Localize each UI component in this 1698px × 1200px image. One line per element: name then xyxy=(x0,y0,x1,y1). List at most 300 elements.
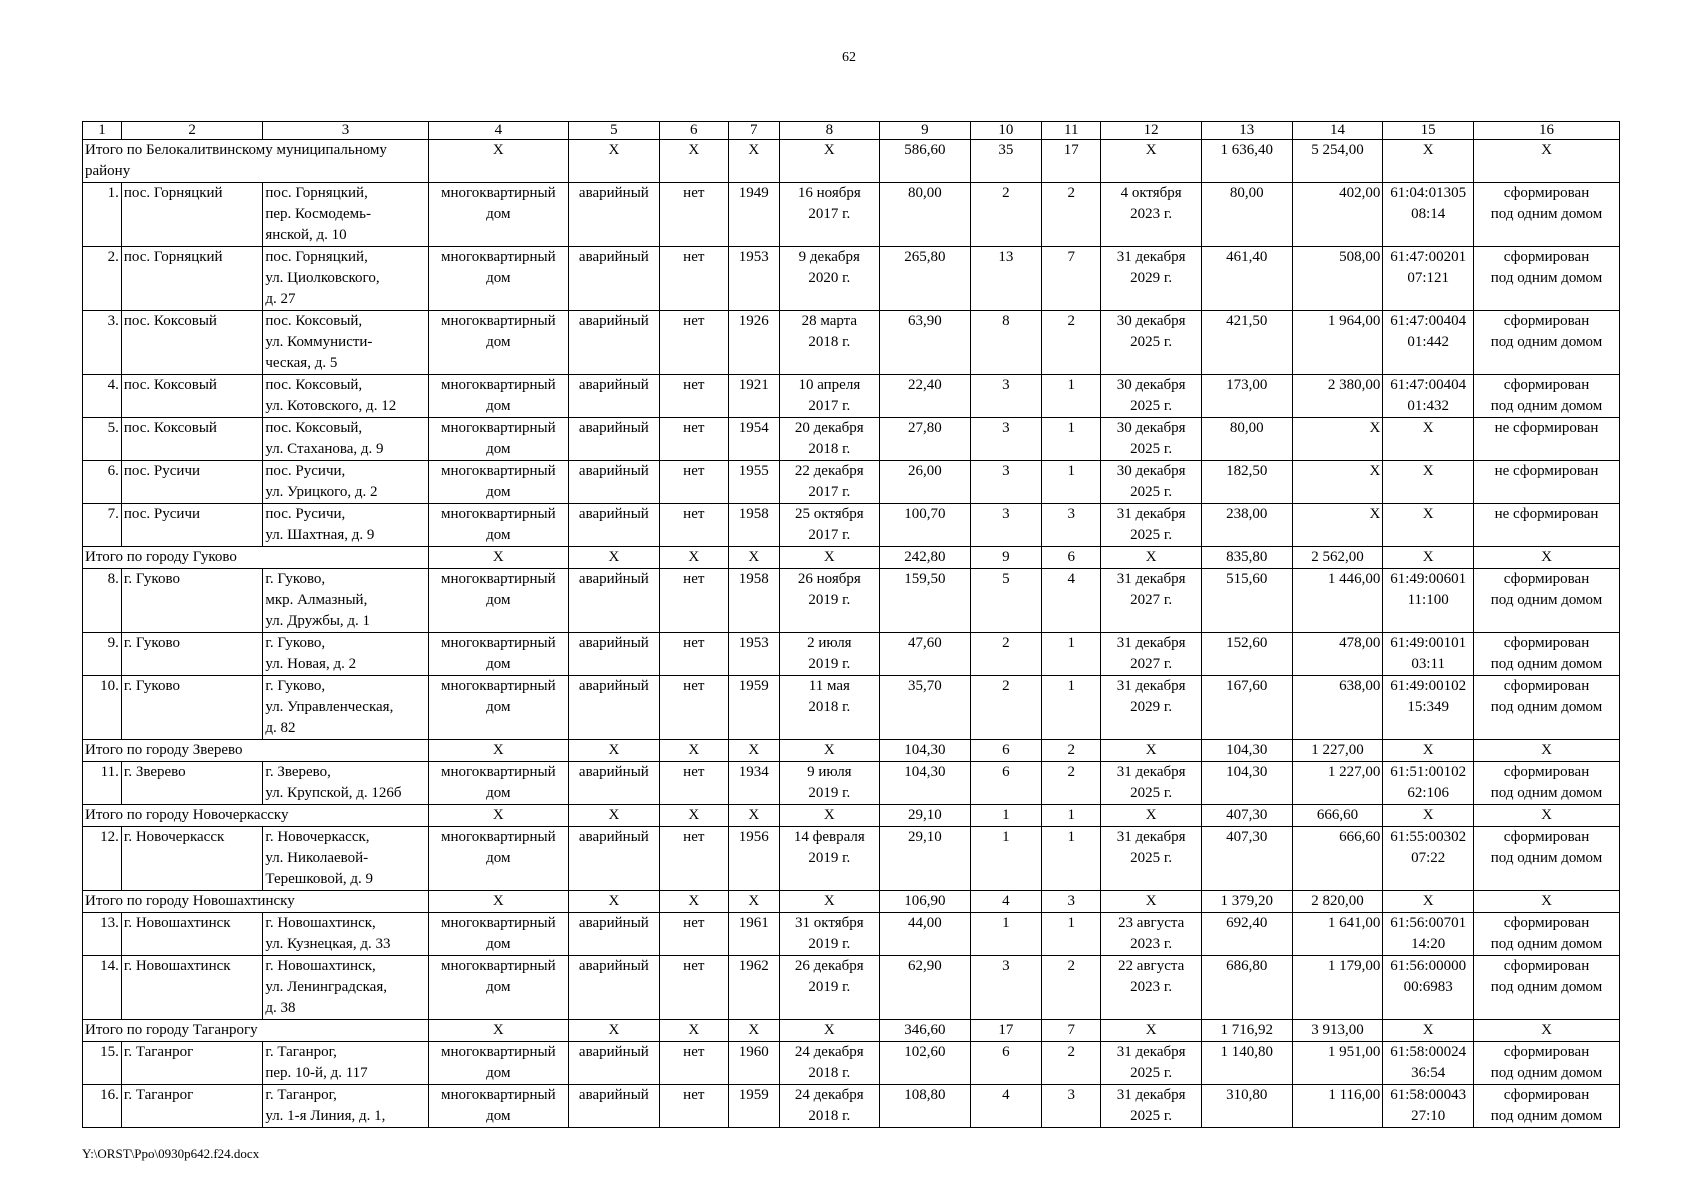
col10-cell: 4 xyxy=(970,1085,1041,1128)
group-total-cell: 346,60 xyxy=(880,1020,971,1042)
col13-cell: 407,30 xyxy=(1201,827,1292,891)
row-number: 14. xyxy=(83,956,122,1020)
group-total-cell: 1 379,20 xyxy=(1201,891,1292,913)
group-total-cell: X xyxy=(428,1020,568,1042)
deadline-cell: 31 декабря 2025 г. xyxy=(1101,827,1201,891)
column-number-cell: 14 xyxy=(1292,122,1383,140)
cadastral-number-cell: 61:47:00404 01:442 xyxy=(1383,311,1474,375)
col6-cell: нет xyxy=(659,956,728,1020)
year-cell: 1961 xyxy=(728,913,779,956)
deadline-cell: 23 августа 2023 г. xyxy=(1101,913,1201,956)
group-total-cell: X xyxy=(728,140,779,183)
settlement-cell: пос. Русичи xyxy=(121,504,262,547)
group-total-cell: X xyxy=(1474,891,1620,913)
file-path-footer: Y:\ORST\Ppo\0930p642.f24.docx xyxy=(82,1146,260,1161)
column-number-cell: 4 xyxy=(428,122,568,140)
deadline-cell: 30 декабря 2025 г. xyxy=(1101,311,1201,375)
col14-cell: 1 446,00 xyxy=(1292,569,1383,633)
building-type-cell: многоквартирный дом xyxy=(428,1042,568,1085)
group-total-cell: X xyxy=(779,140,879,183)
land-plot-status-cell: сформирован под одним домом xyxy=(1474,913,1620,956)
table-row xyxy=(83,1085,1620,1128)
status-cell: аварийный xyxy=(569,956,660,1020)
group-total-cell: X xyxy=(1101,1020,1201,1042)
status-cell: аварийный xyxy=(569,375,660,418)
col13-cell: 80,00 xyxy=(1201,418,1292,461)
address-cell: г. Таганрог, ул. 1-я Линия, д. 1, xyxy=(263,1085,428,1128)
cadastral-number-cell: X xyxy=(1383,461,1474,504)
building-type-cell: многоквартирный дом xyxy=(428,956,568,1020)
building-type-cell: многоквартирный дом xyxy=(428,504,568,547)
building-type-cell: многоквартирный дом xyxy=(428,461,568,504)
recognition-date-cell: 22 декабря 2017 г. xyxy=(779,461,879,504)
col13-cell: 686,80 xyxy=(1201,956,1292,1020)
col13-cell: 310,80 xyxy=(1201,1085,1292,1128)
table-row xyxy=(83,913,1620,956)
col10-cell: 5 xyxy=(970,569,1041,633)
col11-cell: 1 xyxy=(1042,676,1101,740)
cadastral-number-cell: 61:47:00201 07:121 xyxy=(1383,247,1474,311)
group-total-cell: 3 xyxy=(1042,891,1101,913)
col13-cell: 515,60 xyxy=(1201,569,1292,633)
settlement-cell: пос. Коксовый xyxy=(121,311,262,375)
col10-cell: 13 xyxy=(970,247,1041,311)
col10-cell: 2 xyxy=(970,676,1041,740)
row-number: 5. xyxy=(83,418,122,461)
row-number: 15. xyxy=(83,1042,122,1085)
col13-cell: 421,50 xyxy=(1201,311,1292,375)
group-total-cell: 104,30 xyxy=(1201,740,1292,762)
group-total-cell: 35 xyxy=(970,140,1041,183)
group-total-cell: 29,10 xyxy=(880,805,971,827)
group-total-cell: X xyxy=(1383,740,1474,762)
col10-cell: 2 xyxy=(970,633,1041,676)
year-cell: 1921 xyxy=(728,375,779,418)
address-cell: г. Гуково, ул. Управленческая, д. 82 xyxy=(263,676,428,740)
group-total-cell: X xyxy=(1383,140,1474,183)
land-plot-status-cell: сформирован под одним домом xyxy=(1474,1042,1620,1085)
status-cell: аварийный xyxy=(569,569,660,633)
cadastral-number-cell: 61:49:00101 03:11 xyxy=(1383,633,1474,676)
deadline-cell: 31 декабря 2027 г. xyxy=(1101,633,1201,676)
group-total-cell: X xyxy=(659,740,728,762)
deadline-cell: 4 октября 2023 г. xyxy=(1101,183,1201,247)
table-row xyxy=(83,311,1620,375)
table-row xyxy=(83,1042,1620,1085)
deadline-cell: 30 декабря 2025 г. xyxy=(1101,375,1201,418)
group-total-label: Итого по городу Таганрогу xyxy=(83,1020,429,1042)
column-number-cell: 8 xyxy=(779,122,879,140)
address-cell: пос. Коксовый, ул. Котовского, д. 12 xyxy=(263,375,428,418)
group-total-cell: X xyxy=(659,805,728,827)
status-cell: аварийный xyxy=(569,827,660,891)
group-total-cell: X xyxy=(659,1020,728,1042)
col10-cell: 3 xyxy=(970,504,1041,547)
address-cell: г. Зверево, ул. Крупской, д. 126б xyxy=(263,762,428,805)
settlement-cell: г. Гуково xyxy=(121,633,262,676)
table-row xyxy=(83,569,1620,633)
col14-cell: 1 951,00 xyxy=(1292,1042,1383,1085)
group-total-cell: 1 716,92 xyxy=(1201,1020,1292,1042)
group-total-cell: 6 xyxy=(1042,547,1101,569)
settlement-cell: г. Зверево xyxy=(121,762,262,805)
table-row xyxy=(83,504,1620,547)
group-total-cell: X xyxy=(659,547,728,569)
deadline-cell: 31 декабря 2029 г. xyxy=(1101,247,1201,311)
address-cell: г. Гуково, мкр. Алмазный, ул. Дружбы, д. 1 xyxy=(263,569,428,633)
group-total-cell: X xyxy=(1474,140,1620,183)
column-number-cell: 3 xyxy=(263,122,428,140)
column-number-cell: 15 xyxy=(1383,122,1474,140)
col6-cell: нет xyxy=(659,633,728,676)
cadastral-number-cell: X xyxy=(1383,418,1474,461)
address-cell: пос. Горняцкий, ул. Циолковского, д. 27 xyxy=(263,247,428,311)
col14-cell: 2 380,00 xyxy=(1292,375,1383,418)
year-cell: 1956 xyxy=(728,827,779,891)
group-total-cell: X xyxy=(428,547,568,569)
col14-cell: 508,00 xyxy=(1292,247,1383,311)
building-type-cell: многоквартирный дом xyxy=(428,183,568,247)
deadline-cell: 31 декабря 2029 г. xyxy=(1101,676,1201,740)
group-total-cell: 7 xyxy=(1042,1020,1101,1042)
group-total-cell: 835,80 xyxy=(1201,547,1292,569)
col6-cell: нет xyxy=(659,247,728,311)
area-cell: 80,00 xyxy=(880,183,971,247)
col14-cell: X xyxy=(1292,461,1383,504)
group-total-cell: X xyxy=(728,805,779,827)
col6-cell: нет xyxy=(659,504,728,547)
area-cell: 47,60 xyxy=(880,633,971,676)
year-cell: 1953 xyxy=(728,633,779,676)
col14-cell: 1 227,00 xyxy=(1292,762,1383,805)
col6-cell: нет xyxy=(659,569,728,633)
land-plot-status-cell: сформирован под одним домом xyxy=(1474,1085,1620,1128)
year-cell: 1955 xyxy=(728,461,779,504)
settlement-cell: пос. Русичи xyxy=(121,461,262,504)
deadline-cell: 22 августа 2023 г. xyxy=(1101,956,1201,1020)
row-number: 9. xyxy=(83,633,122,676)
settlement-cell: г. Новошахтинск xyxy=(121,956,262,1020)
status-cell: аварийный xyxy=(569,311,660,375)
col13-cell: 692,40 xyxy=(1201,913,1292,956)
group-total-cell: 5 254,00 xyxy=(1292,140,1383,183)
land-plot-status-cell: сформирован под одним домом xyxy=(1474,569,1620,633)
column-number-cell: 13 xyxy=(1201,122,1292,140)
area-cell: 108,80 xyxy=(880,1085,971,1128)
col11-cell: 3 xyxy=(1042,504,1101,547)
page-number: 62 xyxy=(842,50,856,65)
col11-cell: 2 xyxy=(1042,762,1101,805)
row-number: 3. xyxy=(83,311,122,375)
group-total-cell: X xyxy=(779,740,879,762)
group-total-cell: X xyxy=(1383,1020,1474,1042)
col6-cell: нет xyxy=(659,418,728,461)
address-cell: г. Таганрог, пер. 10-й, д. 117 xyxy=(263,1042,428,1085)
col14-cell: 402,00 xyxy=(1292,183,1383,247)
address-cell: пос. Коксовый, ул. Стаханова, д. 9 xyxy=(263,418,428,461)
recognition-date-cell: 25 октября 2017 г. xyxy=(779,504,879,547)
col14-cell: X xyxy=(1292,504,1383,547)
status-cell: аварийный xyxy=(569,247,660,311)
group-total-row xyxy=(83,140,1620,183)
group-total-cell: X xyxy=(1474,740,1620,762)
address-cell: г. Новочеркасск, ул. Николаевой- Терешковой, д. 9 xyxy=(263,827,428,891)
recognition-date-cell: 10 апреля 2017 г. xyxy=(779,375,879,418)
recognition-date-cell: 26 ноября 2019 г. xyxy=(779,569,879,633)
group-total-row xyxy=(83,1020,1620,1042)
year-cell: 1953 xyxy=(728,247,779,311)
group-total-cell: X xyxy=(728,891,779,913)
row-number: 12. xyxy=(83,827,122,891)
cadastral-number-cell: 61:56:00701 14:20 xyxy=(1383,913,1474,956)
recognition-date-cell: 2 июля 2019 г. xyxy=(779,633,879,676)
col13-cell: 461,40 xyxy=(1201,247,1292,311)
group-total-cell: 1 xyxy=(970,805,1041,827)
settlement-cell: пос. Коксовый xyxy=(121,375,262,418)
group-total-cell: 242,80 xyxy=(880,547,971,569)
address-cell: пос. Коксовый, ул. Коммунисти- ческая, д. 5 xyxy=(263,311,428,375)
settlement-cell: г. Таганрог xyxy=(121,1042,262,1085)
group-total-row xyxy=(83,891,1620,913)
year-cell: 1934 xyxy=(728,762,779,805)
group-total-cell: 2 xyxy=(1042,740,1101,762)
group-total-cell: X xyxy=(659,891,728,913)
group-total-cell: 1 636,40 xyxy=(1201,140,1292,183)
area-cell: 44,00 xyxy=(880,913,971,956)
deadline-cell: 31 декабря 2025 г. xyxy=(1101,504,1201,547)
status-cell: аварийный xyxy=(569,762,660,805)
col6-cell: нет xyxy=(659,913,728,956)
column-number-cell: 1 xyxy=(83,122,122,140)
group-total-label: Итого по городу Зверево xyxy=(83,740,429,762)
col11-cell: 1 xyxy=(1042,913,1101,956)
building-type-cell: многоквартирный дом xyxy=(428,913,568,956)
col6-cell: нет xyxy=(659,827,728,891)
cadastral-number-cell: 61:49:00102 15:349 xyxy=(1383,676,1474,740)
group-total-cell: 586,60 xyxy=(880,140,971,183)
row-number: 6. xyxy=(83,461,122,504)
col11-cell: 7 xyxy=(1042,247,1101,311)
deadline-cell: 31 декабря 2025 г. xyxy=(1101,1085,1201,1128)
housing-registry-table xyxy=(82,121,1620,1128)
recognition-date-cell: 20 декабря 2018 г. xyxy=(779,418,879,461)
year-cell: 1958 xyxy=(728,569,779,633)
land-plot-status-cell: сформирован под одним домом xyxy=(1474,247,1620,311)
column-number-cell: 5 xyxy=(569,122,660,140)
col13-cell: 152,60 xyxy=(1201,633,1292,676)
cadastral-number-cell: 61:58:00024 36:54 xyxy=(1383,1042,1474,1085)
year-cell: 1962 xyxy=(728,956,779,1020)
cadastral-number-cell: X xyxy=(1383,504,1474,547)
area-cell: 27,80 xyxy=(880,418,971,461)
group-total-cell: X xyxy=(569,140,660,183)
col6-cell: нет xyxy=(659,1042,728,1085)
address-cell: г. Новошахтинск, ул. Кузнецкая, д. 33 xyxy=(263,913,428,956)
recognition-date-cell: 24 декабря 2018 г. xyxy=(779,1042,879,1085)
building-type-cell: многоквартирный дом xyxy=(428,375,568,418)
land-plot-status-cell: сформирован под одним домом xyxy=(1474,183,1620,247)
address-cell: г. Новошахтинск, ул. Ленинградская, д. 38 xyxy=(263,956,428,1020)
col10-cell: 3 xyxy=(970,461,1041,504)
group-total-cell: 106,90 xyxy=(880,891,971,913)
status-cell: аварийный xyxy=(569,183,660,247)
table-row xyxy=(83,762,1620,805)
table-row xyxy=(83,375,1620,418)
column-number-cell: 2 xyxy=(121,122,262,140)
group-total-cell: 9 xyxy=(970,547,1041,569)
cadastral-number-cell: 61:04:01305 08:14 xyxy=(1383,183,1474,247)
table-row xyxy=(83,461,1620,504)
col11-cell: 2 xyxy=(1042,956,1101,1020)
col11-cell: 4 xyxy=(1042,569,1101,633)
recognition-date-cell: 31 октября 2019 г. xyxy=(779,913,879,956)
land-plot-status-cell: не сформирован xyxy=(1474,504,1620,547)
group-total-cell: X xyxy=(779,547,879,569)
settlement-cell: пос. Горняцкий xyxy=(121,247,262,311)
land-plot-status-cell: сформирован под одним домом xyxy=(1474,375,1620,418)
land-plot-status-cell: сформирован под одним домом xyxy=(1474,311,1620,375)
recognition-date-cell: 11 мая 2018 г. xyxy=(779,676,879,740)
column-number-cell: 9 xyxy=(880,122,971,140)
group-total-cell: X xyxy=(569,740,660,762)
status-cell: аварийный xyxy=(569,913,660,956)
settlement-cell: г. Гуково xyxy=(121,569,262,633)
group-total-row xyxy=(83,740,1620,762)
col6-cell: нет xyxy=(659,676,728,740)
group-total-cell: X xyxy=(569,805,660,827)
col14-cell: X xyxy=(1292,418,1383,461)
land-plot-status-cell: сформирован под одним домом xyxy=(1474,633,1620,676)
col11-cell: 1 xyxy=(1042,418,1101,461)
group-total-cell: X xyxy=(569,1020,660,1042)
area-cell: 63,90 xyxy=(880,311,971,375)
deadline-cell: 30 декабря 2025 г. xyxy=(1101,418,1201,461)
group-total-cell: X xyxy=(428,805,568,827)
row-number: 1. xyxy=(83,183,122,247)
building-type-cell: многоквартирный дом xyxy=(428,676,568,740)
col14-cell: 1 116,00 xyxy=(1292,1085,1383,1128)
group-total-label: Итого по городу Новочеркасску xyxy=(83,805,429,827)
table-row xyxy=(83,633,1620,676)
deadline-cell: 30 декабря 2025 г. xyxy=(1101,461,1201,504)
building-type-cell: многоквартирный дом xyxy=(428,247,568,311)
group-total-cell: X xyxy=(569,891,660,913)
group-total-cell: 666,60 xyxy=(1292,805,1383,827)
col10-cell: 3 xyxy=(970,956,1041,1020)
cadastral-number-cell: 61:49:00601 11:100 xyxy=(1383,569,1474,633)
area-cell: 22,40 xyxy=(880,375,971,418)
col10-cell: 6 xyxy=(970,762,1041,805)
col13-cell: 173,00 xyxy=(1201,375,1292,418)
group-total-cell: 1 xyxy=(1042,805,1101,827)
col10-cell: 6 xyxy=(970,1042,1041,1085)
group-total-cell: X xyxy=(1101,740,1201,762)
table-row xyxy=(83,676,1620,740)
table-row xyxy=(83,418,1620,461)
recognition-date-cell: 9 декабря 2020 г. xyxy=(779,247,879,311)
year-cell: 1954 xyxy=(728,418,779,461)
group-total-cell: 104,30 xyxy=(880,740,971,762)
col10-cell: 1 xyxy=(970,827,1041,891)
group-total-label: Итого по Белокалитвинскому муниципальному району xyxy=(83,140,429,183)
recognition-date-cell: 16 ноября 2017 г. xyxy=(779,183,879,247)
row-number: 2. xyxy=(83,247,122,311)
column-number-cell: 12 xyxy=(1101,122,1201,140)
status-cell: аварийный xyxy=(569,633,660,676)
col13-cell: 1 140,80 xyxy=(1201,1042,1292,1085)
table-row xyxy=(83,827,1620,891)
group-total-cell: 2 820,00 xyxy=(1292,891,1383,913)
col13-cell: 80,00 xyxy=(1201,183,1292,247)
settlement-cell: г. Таганрог xyxy=(121,1085,262,1128)
col6-cell: нет xyxy=(659,461,728,504)
building-type-cell: многоквартирный дом xyxy=(428,1085,568,1128)
group-total-label: Итого по городу Новошахтинску xyxy=(83,891,429,913)
group-total-row xyxy=(83,805,1620,827)
col11-cell: 1 xyxy=(1042,633,1101,676)
status-cell: аварийный xyxy=(569,504,660,547)
group-total-cell: X xyxy=(779,891,879,913)
row-number: 10. xyxy=(83,676,122,740)
group-total-cell: X xyxy=(1474,547,1620,569)
table-row xyxy=(83,183,1620,247)
group-total-cell: X xyxy=(428,891,568,913)
row-number: 7. xyxy=(83,504,122,547)
status-cell: аварийный xyxy=(569,418,660,461)
area-cell: 35,70 xyxy=(880,676,971,740)
deadline-cell: 31 декабря 2025 г. xyxy=(1101,762,1201,805)
col13-cell: 167,60 xyxy=(1201,676,1292,740)
col11-cell: 1 xyxy=(1042,461,1101,504)
col10-cell: 3 xyxy=(970,375,1041,418)
group-total-cell: X xyxy=(428,740,568,762)
group-total-cell: 2 562,00 xyxy=(1292,547,1383,569)
land-plot-status-cell: не сформирован xyxy=(1474,461,1620,504)
group-total-cell: X xyxy=(779,805,879,827)
year-cell: 1949 xyxy=(728,183,779,247)
col14-cell: 1 179,00 xyxy=(1292,956,1383,1020)
group-total-cell: X xyxy=(728,547,779,569)
column-number-cell: 10 xyxy=(970,122,1041,140)
area-cell: 265,80 xyxy=(880,247,971,311)
col11-cell: 1 xyxy=(1042,827,1101,891)
group-total-cell: X xyxy=(1383,805,1474,827)
group-total-cell: X xyxy=(1101,547,1201,569)
group-total-cell: X xyxy=(569,547,660,569)
building-type-cell: многоквартирный дом xyxy=(428,311,568,375)
cadastral-number-cell: 61:47:00404 01:432 xyxy=(1383,375,1474,418)
col13-cell: 182,50 xyxy=(1201,461,1292,504)
col11-cell: 3 xyxy=(1042,1085,1101,1128)
group-total-label: Итого по городу Гуково xyxy=(83,547,429,569)
area-cell: 100,70 xyxy=(880,504,971,547)
col14-cell: 666,60 xyxy=(1292,827,1383,891)
column-number-cell: 11 xyxy=(1042,122,1101,140)
group-total-cell: 6 xyxy=(970,740,1041,762)
col14-cell: 1 964,00 xyxy=(1292,311,1383,375)
year-cell: 1958 xyxy=(728,504,779,547)
building-type-cell: многоквартирный дом xyxy=(428,762,568,805)
area-cell: 104,30 xyxy=(880,762,971,805)
settlement-cell: пос. Коксовый xyxy=(121,418,262,461)
col14-cell: 638,00 xyxy=(1292,676,1383,740)
year-cell: 1959 xyxy=(728,1085,779,1128)
recognition-date-cell: 26 декабря 2019 г. xyxy=(779,956,879,1020)
col6-cell: нет xyxy=(659,375,728,418)
building-type-cell: многоквартирный дом xyxy=(428,569,568,633)
land-plot-status-cell: сформирован под одним домом xyxy=(1474,676,1620,740)
building-type-cell: многоквартирный дом xyxy=(428,418,568,461)
